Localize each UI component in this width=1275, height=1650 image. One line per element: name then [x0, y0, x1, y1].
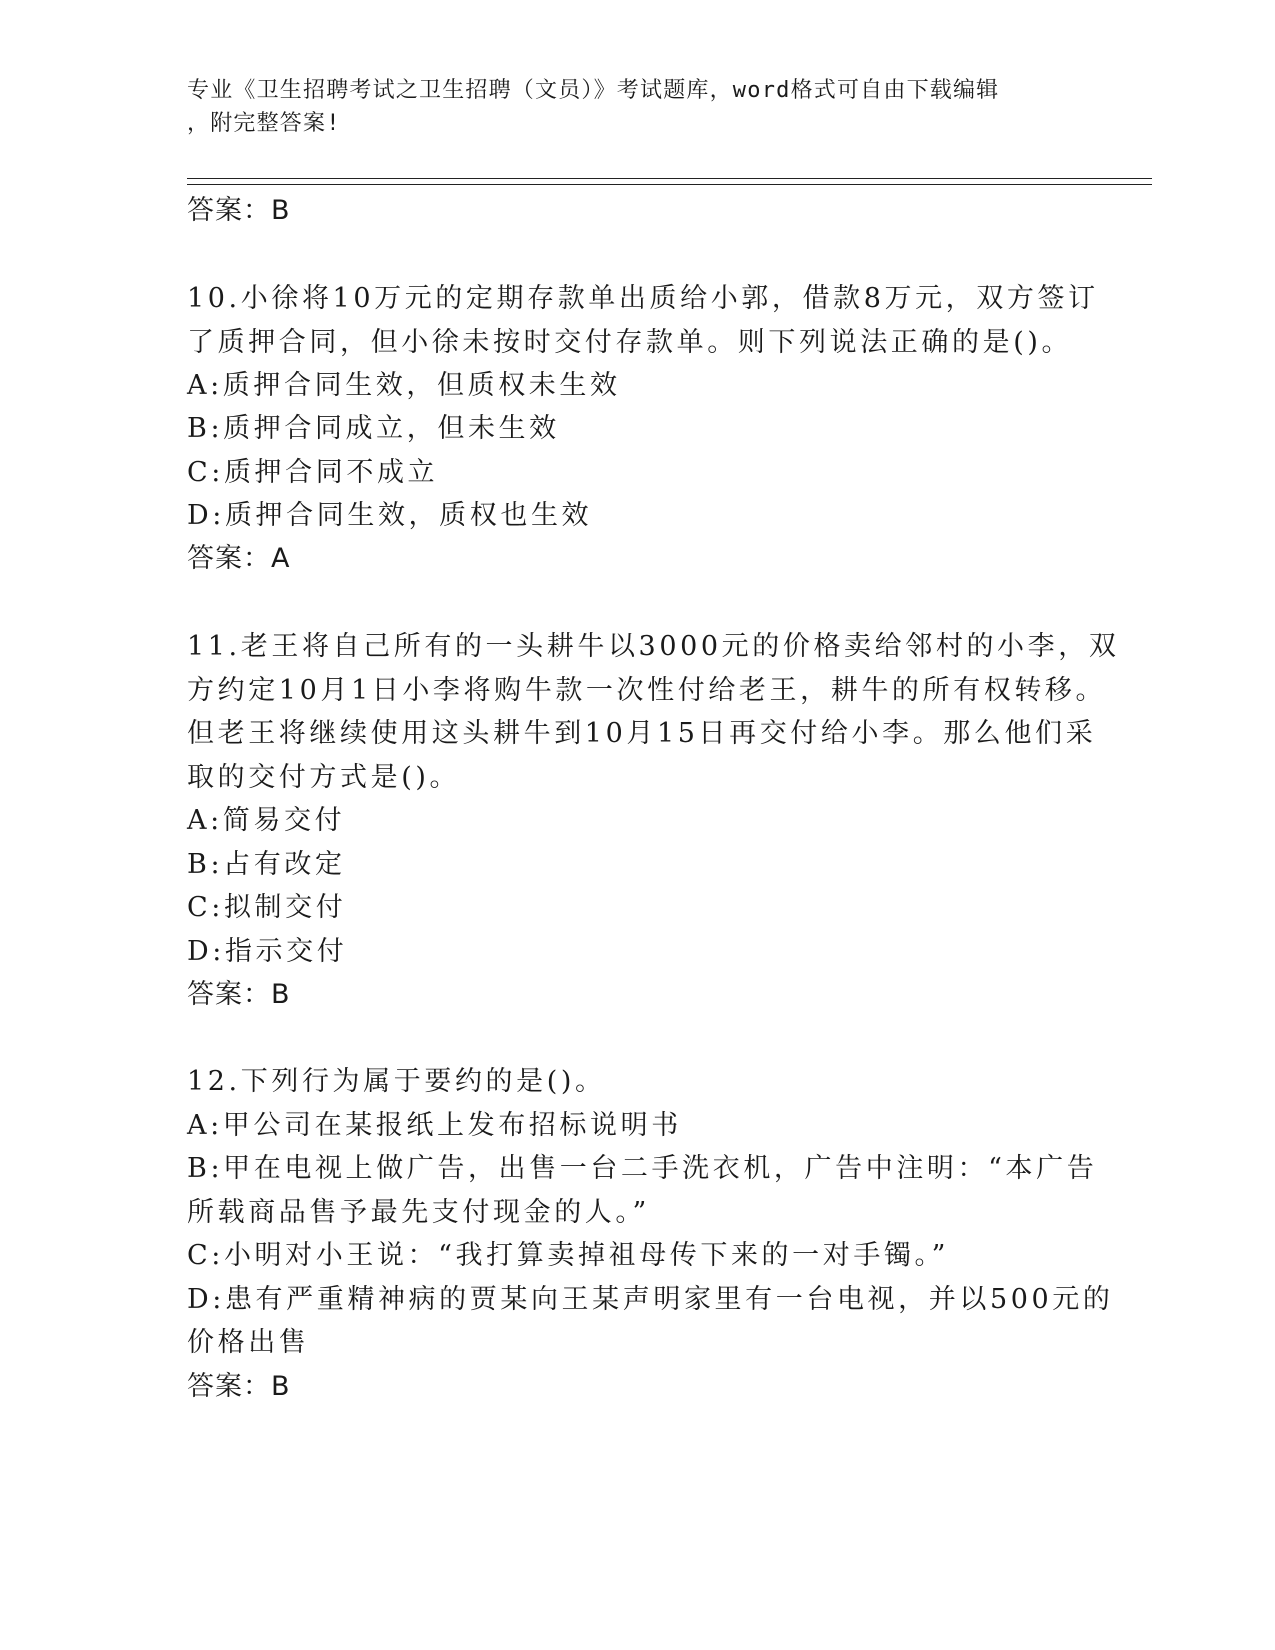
header-divider-top [187, 178, 1152, 179]
header-line-1: 专业《卫生招聘考试之卫生招聘（文员）》考试题库，word格式可自由下载编辑 [187, 78, 1000, 103]
question-stem-line: 取的交付方式是()。 [187, 762, 461, 793]
option-d: D:患有严重精神病的贾某向王某声明家里有一台电视，并以500元的 [187, 1284, 1114, 1315]
option-b: B:甲在电视上做广告，出售一台二手洗衣机，广告中注明：“本广告 [187, 1153, 1098, 1184]
question-stem-line: 了质押合同，但小徐未按时交付存款单。则下列说法正确的是()。 [187, 327, 1073, 358]
header-line-2: ，附完整答案! [187, 111, 341, 136]
question-stem-line: 10.小徐将10万元的定期存款单出质给小郭，借款8万元，双方签订 [187, 283, 1099, 314]
option-c: C:质押合同不成立 [187, 457, 439, 488]
question-stem-line: 12.下列行为属于要约的是()。 [187, 1066, 606, 1097]
question-stem-line: 方约定10月1日小李将购牛款一次性付给老王，耕牛的所有权转移。 [187, 675, 1107, 706]
header-divider-bottom [187, 184, 1152, 185]
answer-label: 答案：B [187, 979, 291, 1010]
option-d-continued: 价格出售 [187, 1327, 310, 1358]
document-header [187, 74, 1067, 140]
option-b: B:质押合同成立，但未生效 [187, 413, 560, 444]
option-a: A:质押合同生效，但质权未生效 [187, 370, 621, 401]
option-b: B:占有改定 [187, 849, 346, 880]
option-d: D:指示交付 [187, 936, 348, 967]
option-c: C:小明对小王说：“我打算卖掉祖母传下来的一对手镯。” [187, 1240, 950, 1271]
option-c: C:拟制交付 [187, 892, 347, 923]
option-d: D:质押合同生效，质权也生效 [187, 500, 593, 531]
question-stem-line: 11.老王将自己所有的一头耕牛以3000元的价格卖给邻村的小李，双 [187, 631, 1120, 662]
option-b-continued: 所载商品售予最先支付现金的人。” [187, 1197, 650, 1228]
answer-label: 答案：A [187, 543, 291, 574]
answer-label: 答案：B [187, 195, 291, 226]
answer-label: 答案：B [187, 1371, 291, 1402]
question-stem-line: 但老王将继续使用这头耕牛到10月15日再交付给小李。那么他们采 [187, 718, 1097, 749]
option-a: A:甲公司在某报纸上发布招标说明书 [187, 1110, 682, 1141]
option-a: A:简易交付 [187, 805, 346, 836]
